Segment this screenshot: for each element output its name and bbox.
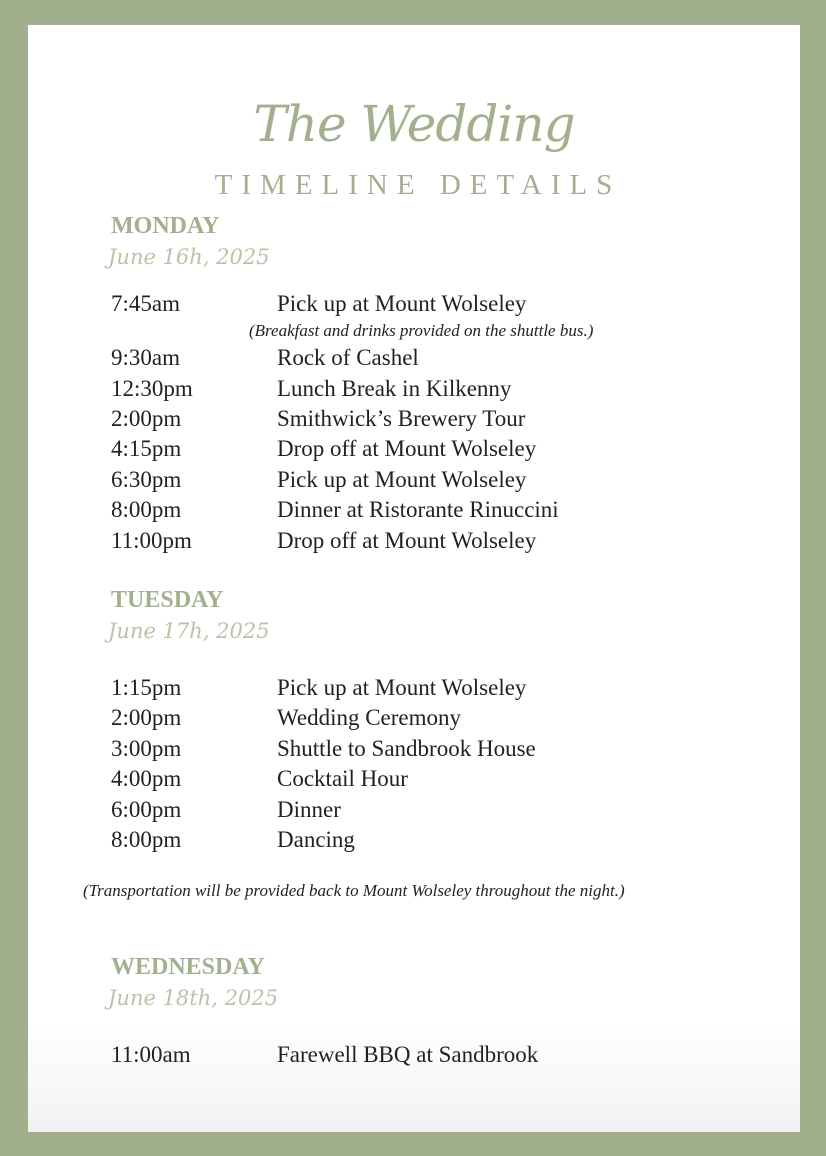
row-time: 9:30am: [111, 345, 180, 370]
row-event: Dinner: [277, 797, 341, 822]
day-heading-wednesday: WEDNESDAY: [111, 954, 265, 980]
row-time: 8:00pm: [111, 497, 182, 522]
row-event: Drop off at Mount Wolseley: [277, 528, 537, 553]
row-time: 7:45am: [111, 291, 180, 316]
row-time: 3:00pm: [111, 736, 182, 761]
row-time: 4:00pm: [111, 766, 182, 791]
row-time: 1:15pm: [111, 675, 182, 700]
row-time: 11:00pm: [111, 528, 192, 553]
row-event: Farewell BBQ at Sandbrook: [277, 1042, 539, 1067]
row-event: Lunch Break in Kilkenny: [277, 376, 512, 401]
row-time: 12:30pm: [111, 376, 193, 401]
row-event: Drop off at Mount Wolseley: [277, 436, 537, 461]
date-monday: June 16h, 2025: [108, 245, 270, 269]
transport-note: (Transportation will be provided back to Mount Wolseley throughout the night.): [83, 881, 625, 900]
day-heading-tuesday: TUESDAY: [111, 587, 224, 613]
day-heading-monday: MONDAY: [111, 213, 220, 239]
row-event: Wedding Ceremony: [277, 705, 462, 730]
row-time: 11:00am: [111, 1042, 191, 1067]
row-time: 4:15pm: [111, 436, 182, 461]
row-event: Pick up at Mount Wolseley: [277, 467, 527, 492]
row-event: Rock of Cashel: [277, 345, 419, 370]
row-time: 8:00pm: [111, 827, 182, 852]
timeline-page: [28, 25, 800, 1132]
row-event: Smithwick’s Brewery Tour: [277, 406, 526, 431]
row-time: 2:00pm: [111, 406, 182, 431]
row-event: Dancing: [277, 827, 355, 852]
date-wednesday: June 18th, 2025: [108, 986, 279, 1010]
row-event: Shuttle to Sandbrook House: [277, 736, 536, 761]
row-event: Pick up at Mount Wolseley: [277, 675, 527, 700]
row-time: 6:30pm: [111, 467, 182, 492]
page-subtitle: TIMELINE DETAILS: [214, 169, 622, 201]
date-tuesday: June 17h, 2025: [108, 619, 270, 643]
page-title: The Wedding: [253, 95, 575, 153]
row-time: 2:00pm: [111, 705, 182, 730]
row-note: (Breakfast and drinks provided on the shuttle bus.): [249, 321, 594, 340]
row-event: Dinner at Ristorante Rinuccini: [277, 497, 559, 522]
row-event: Pick up at Mount Wolseley: [277, 291, 527, 316]
row-time: 6:00pm: [111, 797, 182, 822]
row-event: Cocktail Hour: [277, 766, 408, 791]
